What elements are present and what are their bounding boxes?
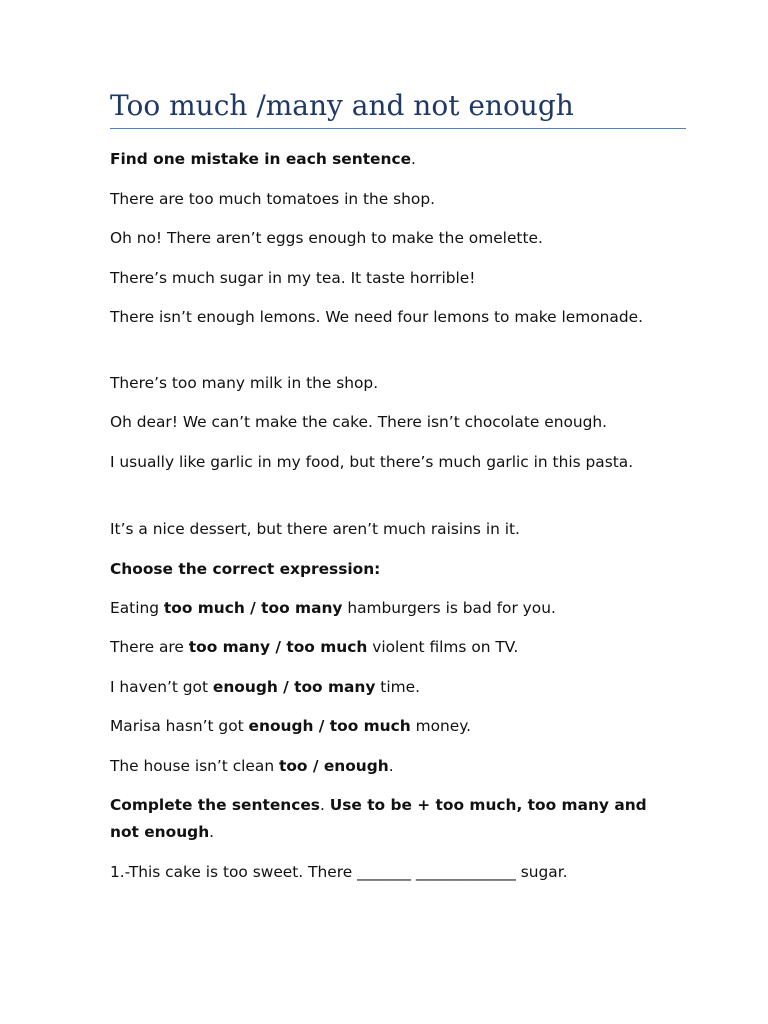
- mistake-sentence-8: It’s a nice dessert, but there aren’t much raisins in it.: [110, 520, 520, 538]
- choice-sentence-1: [110, 595, 662, 622]
- choice-after: .: [388, 757, 394, 775]
- choice-after: time.: [375, 678, 420, 696]
- mistake-sentence-3: There’s much sugar in my tea. It taste horrible!: [110, 269, 476, 287]
- choice-options: too much / too many: [163, 599, 343, 617]
- choice-options: too / enough: [278, 757, 389, 775]
- section-heading-complete-sentences: [110, 792, 662, 846]
- choice-after: money.: [410, 717, 472, 735]
- heading-punctuation: .: [411, 150, 416, 168]
- choice-after: hamburgers is bad for you.: [342, 599, 556, 617]
- mistake-sentence-7: I usually like garlic in my food, but there’s much garlic in this pasta.: [110, 453, 634, 471]
- complete-sentence-1: 1.-This cake is too sweet. There _______ _____________ sugar.: [110, 863, 568, 881]
- heading-punctuation: .: [319, 796, 330, 814]
- choice-before: There are: [110, 638, 189, 656]
- choice-before: The house isn’t clean: [110, 757, 279, 775]
- mistake-sentence-4: There isn’t enough lemons. We need four lemons to make lemonade.: [110, 308, 643, 326]
- heading-instruction: Use to be + too much, too many and not enough: [110, 796, 647, 841]
- mistake-sentence-6: Oh dear! We can’t make the cake. There isn’t chocolate enough.: [110, 413, 608, 431]
- mistake-sentence-1: There are too much tomatoes in the shop.: [110, 190, 435, 208]
- choice-before: I haven’t got: [110, 678, 213, 696]
- page-title: Too much /many and not enough: [110, 89, 574, 122]
- choice-options: too many / too much: [188, 638, 368, 656]
- choice-sentence-5: [110, 753, 662, 780]
- choice-options: enough / too much: [248, 717, 411, 735]
- choice-sentence-3: [110, 674, 662, 701]
- choice-options: enough / too many: [212, 678, 376, 696]
- heading-text: Find one mistake in each sentence: [110, 150, 412, 168]
- choice-sentence-2: [110, 634, 662, 661]
- choice-after: violent films on TV.: [367, 638, 519, 656]
- section-heading-choose-expression: Choose the correct expression:: [110, 560, 381, 578]
- mistake-sentence-5: There’s too many milk in the shop.: [110, 374, 379, 392]
- mistake-sentence-2: Oh no! There aren’t eggs enough to make the omelette.: [110, 229, 543, 247]
- title-underline: [110, 128, 686, 129]
- choice-sentence-4: [110, 713, 662, 740]
- choice-before: Eating: [110, 599, 164, 617]
- heading-text: Complete the sentences: [110, 796, 320, 814]
- heading-end: .: [209, 823, 215, 841]
- choice-before: Marisa hasn’t got: [110, 717, 249, 735]
- section-heading-find-mistake: [110, 146, 662, 173]
